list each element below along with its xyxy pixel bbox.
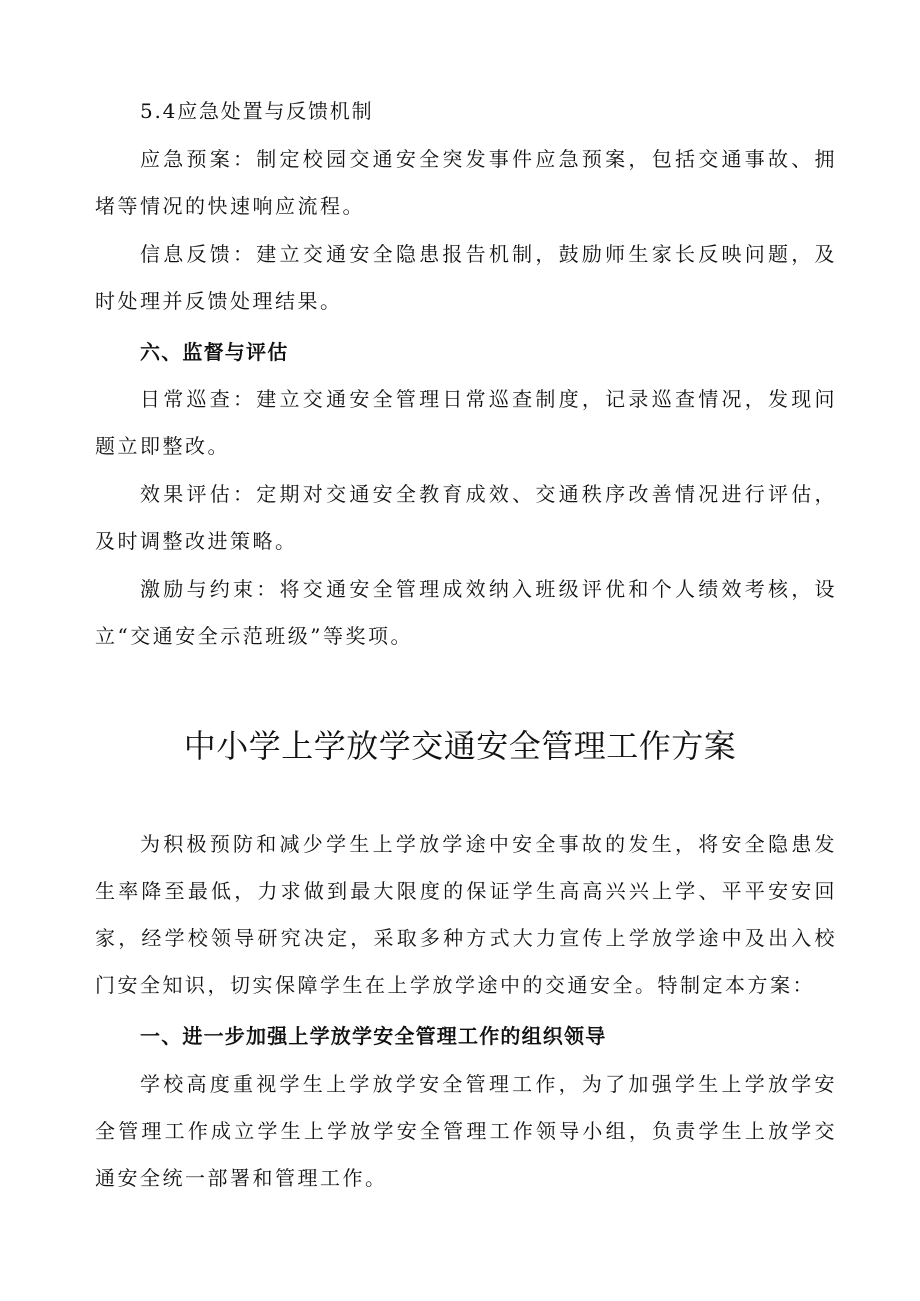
section-heading-supervision: 六、监督与评估 <box>140 340 289 364</box>
subsection-heading-5-4: 5.4应急处置与反馈机制 <box>140 99 374 123</box>
paragraph-incentive: 激励与约束：将交通安全管理成效纳入班级评优和个人绩效考核，设立“交通安全示范班级”等奖项。 <box>95 577 837 648</box>
paragraph-effect-evaluation: 效果评估：定期对交通安全教育成效、交通秩序改善情况进行评估，及时调整改进策略。 <box>95 482 837 553</box>
paragraph-info-feedback: 信息反馈：建立交通安全隐患报告机制，鼓励师生家长反映问题，及时处理并反馈处理结果。 <box>95 242 837 313</box>
section-heading-organization: 一、进一步加强上学放学安全管理工作的组织领导 <box>140 1024 607 1048</box>
paragraph-leadership-group: 学校高度重视学生上学放学安全管理工作，为了加强学生上学放学安全管理工作成立学生上学放学安全管理工作领导小组，负责学生上放学交通安全统一部署和管理工作。 <box>95 1072 837 1190</box>
document-title: 中小学上学放学交通安全管理工作方案 <box>183 727 737 765</box>
paragraph-daily-inspection: 日常巡查：建立交通安全管理日常巡查制度，记录巡查情况，发现问题立即整改。 <box>95 387 837 458</box>
paragraph-intro: 为积极预防和减少学生上学放学途中安全事故的发生，将安全隐患发生率降至最低，力求做到最大限度的保证学生高高兴兴上学、平平安安回家，经学校领导研究决定，采取多种方式大力宣传上学放学途中及出入校门安全知识，切实保障学生在上学放学途中的交通安全。特制定本方案： <box>95 832 837 997</box>
paragraph-emergency-plan: 应急预案：制定校园交通安全突发事件应急预案，包括交通事故、拥堵等情况的快速响应流程。 <box>95 147 837 218</box>
